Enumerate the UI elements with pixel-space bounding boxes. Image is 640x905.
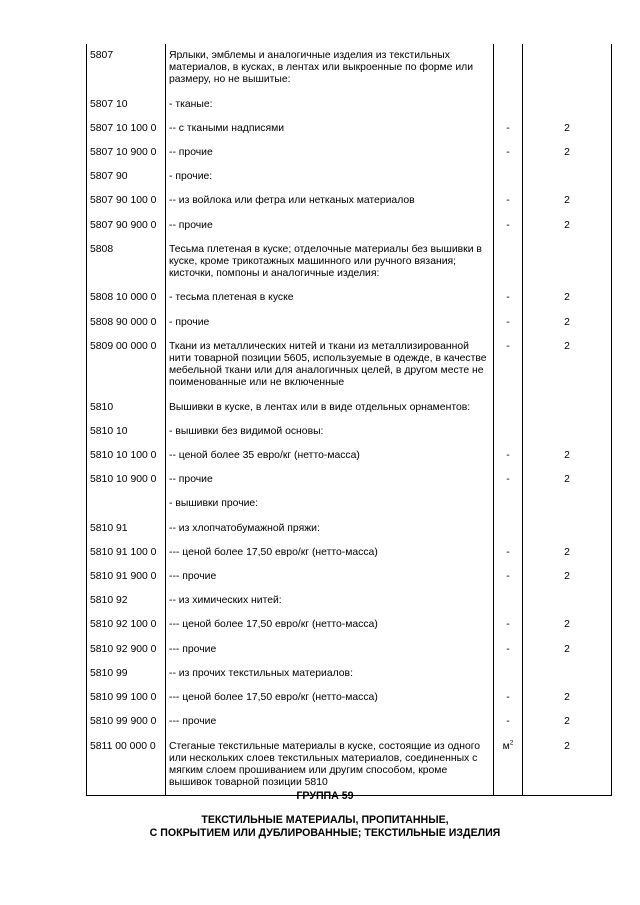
table-row [87,662,612,686]
code-cell: 5807 10 100 0 [87,117,166,141]
duty-cell: 2 [523,141,612,165]
unit-cell [494,492,523,516]
description-cell: -- ценой более 35 евро/кг (нетто-масса) [166,444,494,468]
table-row [87,396,612,420]
code-cell [87,492,166,516]
code-cell: 5810 91 100 0 [87,541,166,565]
code-cell: 5807 90 [87,165,166,189]
unit-cell: - [494,286,523,310]
duty-cell [523,44,612,93]
unit-cell: - [494,710,523,734]
duty-cell: 2 [523,117,612,141]
code-cell: 5810 99 900 0 [87,710,166,734]
unit-cell: - [494,613,523,637]
code-cell: 5807 [87,44,166,93]
code-cell: 5810 99 [87,662,166,686]
table-row [87,238,612,287]
code-cell: 5807 90 900 0 [87,214,166,238]
unit-cell: - [494,335,523,396]
duty-cell: 2 [523,541,612,565]
description-cell: - тесьма плетеная в куске [166,286,494,310]
duty-cell [523,165,612,189]
table-row [87,93,612,117]
description-cell: - прочие [166,311,494,335]
code-cell: 5807 90 100 0 [87,189,166,213]
table-row [87,286,612,310]
description-cell: -- прочие [166,468,494,492]
unit-cell [494,238,523,287]
description-cell: -- из химических нитей: [166,589,494,613]
code-cell: 5810 99 100 0 [87,686,166,710]
description-cell: - вышивки без видимой основы: [166,420,494,444]
duty-cell: 2 [523,311,612,335]
duty-cell [523,662,612,686]
unit-cell: - [494,214,523,238]
table-row [87,420,612,444]
description-cell: --- ценой более 17,50 евро/кг (нетто-масса) [166,541,494,565]
table-row [87,311,612,335]
table-row [87,613,612,637]
unit-cell [494,44,523,93]
description-cell: --- ценой более 17,50 евро/кг (нетто-масса) [166,613,494,637]
unit-cell [494,589,523,613]
table-row [87,444,612,468]
table-row [87,517,612,541]
unit-cell [494,735,523,796]
duty-cell: 2 [523,710,612,734]
duty-cell [523,238,612,287]
code-cell: 5810 10 100 0 [87,444,166,468]
duty-cell: 2 [523,444,612,468]
code-cell: 5810 91 900 0 [87,565,166,589]
description-cell: Вышивки в куске, в лентах или в виде отдельных орнаментов: [166,396,494,420]
table-row [87,214,612,238]
description-cell: --- прочие [166,638,494,662]
unit-cell [494,165,523,189]
description-cell: Стеганые текстильные материалы в куске, состоящие из одного или нескольких слоев текстильных материалов, соединенных с мягким слоем прошиванием или другим способом, кроме вышивок товарной позиции 5810 [166,735,494,796]
code-cell: 5810 [87,396,166,420]
duty-cell: 2 [523,468,612,492]
unit-cell: - [494,638,523,662]
group-subtitle-line-1: ТЕКСТИЛЬНЫЕ МАТЕРИАЛЫ, ПРОПИТАННЫЕ, [201,814,449,826]
duty-cell: 2 [523,335,612,396]
code-cell: 5808 10 000 0 [87,286,166,310]
unit-cell: - [494,189,523,213]
unit-cell [494,420,523,444]
description-cell: - вышивки прочие: [166,492,494,516]
table-row [87,589,612,613]
description-cell: - тканые: [166,93,494,117]
unit-cell [494,396,523,420]
description-cell: --- прочие [166,565,494,589]
code-cell: 5808 [87,238,166,287]
table-row [87,735,612,796]
description-cell: --- ценой более 17,50 евро/кг (нетто-масса) [166,686,494,710]
unit-cell [494,517,523,541]
table-row [87,565,612,589]
duty-cell: 2 [523,565,612,589]
code-cell: 5810 92 900 0 [87,638,166,662]
table-row [87,117,612,141]
table-row [87,638,612,662]
table-row [87,44,612,93]
description-cell: -- из хлопчатобумажной пряжи: [166,517,494,541]
table-row [87,335,612,396]
duty-cell [523,589,612,613]
table-row [87,492,612,516]
duty-cell: 2 [523,686,612,710]
table-row [87,468,612,492]
description-cell: -- прочие [166,214,494,238]
unit-cell [494,662,523,686]
unit-cell: - [494,686,523,710]
code-cell: 5810 92 100 0 [87,613,166,637]
code-cell: 5810 92 [87,589,166,613]
unit-cell: - [494,141,523,165]
duty-cell [523,420,612,444]
description-cell: --- прочие [166,710,494,734]
table-row [87,541,612,565]
description-cell: -- из прочих текстильных материалов: [166,662,494,686]
description-cell: -- прочие [166,141,494,165]
description-cell: Ярлыки, эмблемы и аналогичные изделия из текстильных материалов, в кусках, в лентах или выкроенные по форме или размеру, но не вышитые: [166,44,494,93]
group-subtitle-line-2: С ПОКРЫТИЕМ ИЛИ ДУБЛИРОВАННЫЕ; ТЕКСТИЛЬНЫЕ ИЗДЕЛИЯ [149,827,501,839]
description-cell: -- с ткаными надписями [166,117,494,141]
unit-cell: - [494,311,523,335]
duty-cell: 2 [523,613,612,637]
table-row [87,710,612,734]
duty-cell: 2 [523,214,612,238]
description-cell: -- из войлока или фетра или нетканых материалов [166,189,494,213]
table-row [87,165,612,189]
unit-cell: - [494,541,523,565]
group-title: ГРУППА 59 [296,790,354,802]
duty-cell [523,93,612,117]
table-row [87,189,612,213]
duty-cell: 2 [523,638,612,662]
duty-cell [523,492,612,516]
table-row [87,686,612,710]
code-cell: 5809 00 000 0 [87,335,166,396]
code-cell: 5810 10 [87,420,166,444]
description-cell: Ткани из металлических нитей и ткани из металлизированной нити товарной позиции 5605, используемые в одежде, в качестве мебельной ткани или для аналогичных целей, в другом месте не поименованные или не включенные [166,335,494,396]
unit-cell: - [494,468,523,492]
unit-cell: - [494,565,523,589]
unit-cell [494,93,523,117]
code-cell: 5807 10 [87,93,166,117]
unit-superscript: 2 [509,739,514,747]
tariff-table [86,44,612,796]
description-cell: Тесьма плетеная в куске; отделочные материалы без вышивки в куске, кроме трикотажных машинного или ручного вязания; кисточки, помпоны и аналогичные изделия: [166,238,494,287]
code-cell: 5811 00 000 0 [87,735,166,796]
code-cell: 5807 10 900 0 [87,141,166,165]
code-cell: 5810 91 [87,517,166,541]
duty-cell [523,517,612,541]
duty-cell: 2 [523,189,612,213]
description-cell: - прочие: [166,165,494,189]
unit-cell: - [494,117,523,141]
code-cell: 5808 90 000 0 [87,311,166,335]
duty-cell: 2 [523,735,612,796]
unit-cell: - [494,444,523,468]
table-row [87,141,612,165]
code-cell: 5810 10 900 0 [87,468,166,492]
unit-text: м [502,740,510,752]
duty-cell [523,396,612,420]
duty-cell: 2 [523,286,612,310]
